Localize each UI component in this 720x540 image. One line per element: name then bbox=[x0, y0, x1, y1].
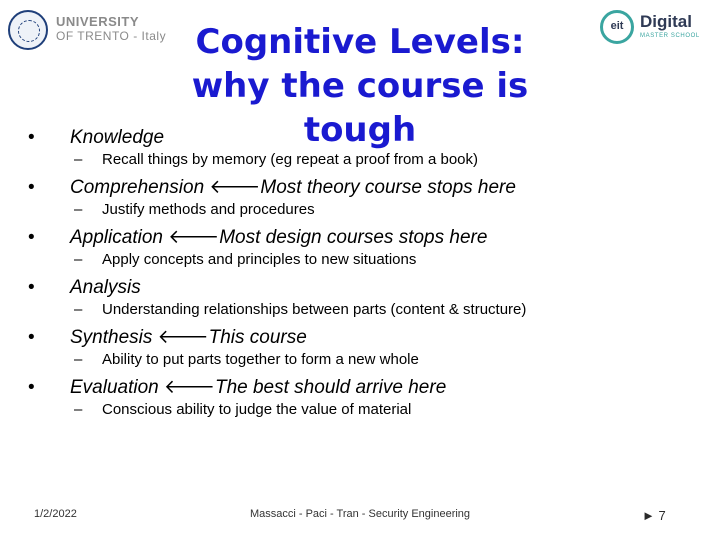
level-description bbox=[28, 200, 698, 220]
bullet-icon: • bbox=[28, 377, 35, 398]
university-logo-line2: OF TRENTO - Italy bbox=[56, 29, 167, 43]
university-of-trento-logo bbox=[6, 8, 167, 52]
eit-digital-title: Digital bbox=[640, 12, 692, 31]
eit-digital-subtitle: MASTER SCHOOL bbox=[640, 33, 700, 39]
dash-icon: – bbox=[74, 201, 83, 218]
left-arrow-icon: 🡐 bbox=[157, 327, 209, 348]
university-logo-line1: UNIVERSITY bbox=[56, 14, 140, 29]
level-description bbox=[28, 250, 698, 270]
level-note: The best should arrive here bbox=[214, 377, 447, 398]
level-heading bbox=[28, 226, 698, 250]
university-seal-icon bbox=[8, 10, 48, 50]
level-description-text: Ability to put parts together to form a new whole bbox=[102, 351, 419, 368]
dash-icon: – bbox=[74, 351, 83, 368]
list-item bbox=[28, 326, 698, 370]
list-item bbox=[28, 226, 698, 270]
level-description bbox=[28, 350, 698, 370]
level-label: Analysis bbox=[70, 277, 141, 298]
dash-icon: – bbox=[74, 151, 83, 168]
bullet-icon: • bbox=[28, 177, 35, 198]
level-description-text: Conscious ability to judge the value of material bbox=[102, 401, 412, 418]
level-description-text: Apply concepts and principles to new situations bbox=[102, 251, 417, 268]
dash-icon: – bbox=[74, 251, 83, 268]
level-label: Comprehension bbox=[70, 177, 205, 198]
list-item bbox=[28, 376, 698, 420]
footer-date: 1/2/2022 bbox=[34, 508, 77, 520]
footer-course-label: Massacci - Paci - Tran - Security Engineering bbox=[249, 508, 471, 520]
level-heading bbox=[28, 276, 698, 300]
level-note: This course bbox=[208, 327, 307, 348]
bullet-icon: • bbox=[28, 127, 35, 148]
level-description bbox=[28, 300, 698, 320]
list-item bbox=[28, 126, 698, 170]
level-heading bbox=[28, 176, 698, 200]
eit-mark: eit bbox=[610, 20, 624, 32]
level-heading bbox=[28, 376, 698, 400]
level-label: Synthesis bbox=[70, 327, 153, 348]
left-arrow-icon: 🡐 bbox=[164, 377, 215, 398]
level-label: Knowledge bbox=[70, 127, 165, 148]
slide-title-line2: why the course is tough bbox=[191, 66, 529, 150]
level-description bbox=[28, 150, 698, 170]
list-item bbox=[28, 276, 698, 320]
dash-icon: – bbox=[74, 301, 83, 318]
level-description-text: Recall things by memory (eg repeat a proof from a book) bbox=[102, 151, 479, 168]
level-label: Evaluation bbox=[70, 377, 159, 398]
page-arrow-icon: ► bbox=[642, 508, 655, 523]
page-number: 7 bbox=[658, 508, 666, 523]
bullet-icon: • bbox=[28, 227, 35, 248]
bullet-icon: • bbox=[28, 277, 35, 298]
bullet-icon: • bbox=[28, 327, 35, 348]
level-label: Application bbox=[70, 227, 163, 248]
list-item bbox=[28, 176, 698, 220]
left-arrow-icon: 🡐 bbox=[168, 227, 220, 248]
footer-page-number bbox=[642, 508, 666, 523]
eit-circle-icon bbox=[600, 10, 634, 44]
level-heading bbox=[28, 326, 698, 350]
level-description-text: Justify methods and procedures bbox=[102, 201, 315, 218]
level-description bbox=[28, 400, 698, 420]
level-note: Most theory course stops here bbox=[260, 177, 516, 198]
level-description-text: Understanding relationships between parts (content & structure) bbox=[102, 301, 527, 318]
dash-icon: – bbox=[74, 401, 83, 418]
bullet-list bbox=[28, 126, 698, 426]
level-note: Most design courses stops here bbox=[219, 227, 488, 248]
eit-digital-logo bbox=[598, 8, 710, 48]
left-arrow-icon: 🡐 bbox=[209, 177, 261, 198]
level-heading bbox=[28, 126, 698, 150]
slide-title-line1: Cognitive Levels: bbox=[195, 22, 525, 62]
